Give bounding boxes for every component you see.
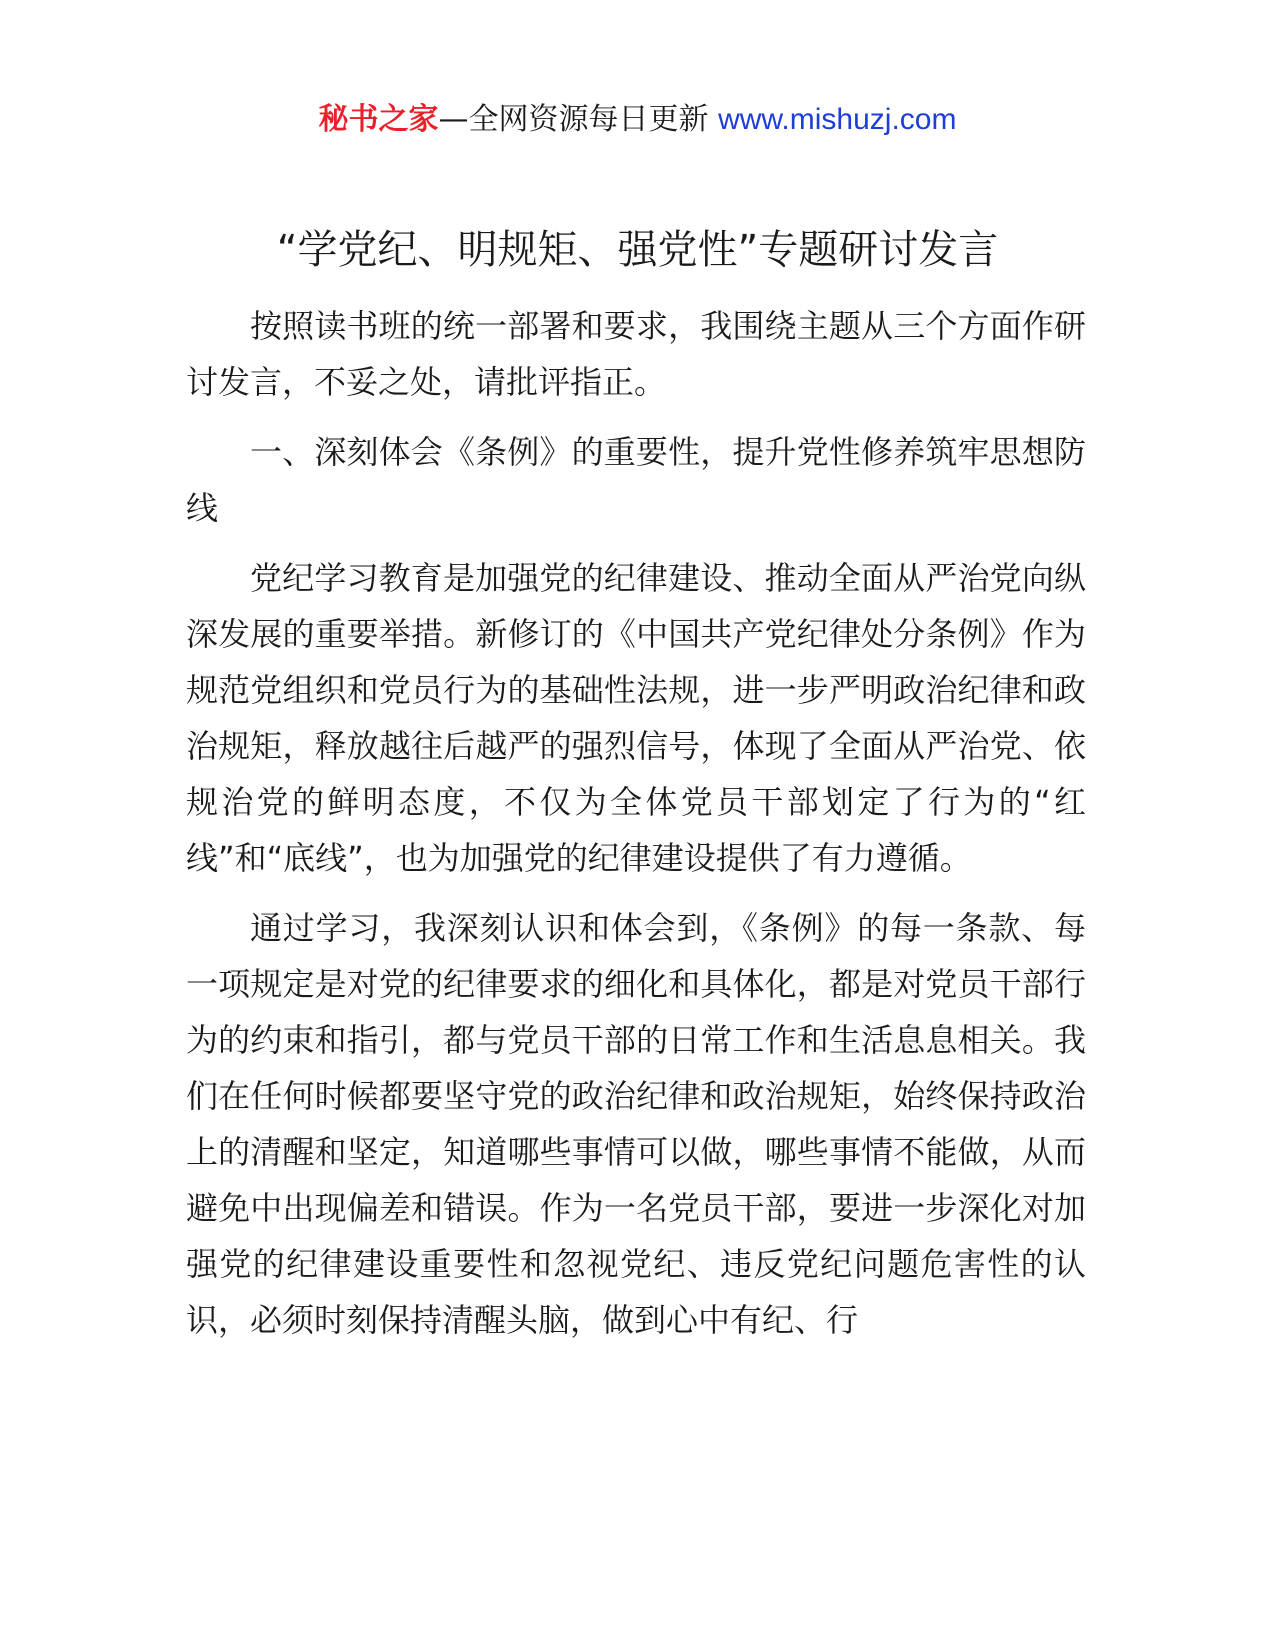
site-header <box>0 98 1275 142</box>
document-body <box>186 298 1086 1362</box>
site-brand: 秘书之家 <box>318 102 439 137</box>
site-url-link[interactable]: www.mishuzj.com <box>718 103 957 136</box>
paragraph-study-reflection: 通过学习，我深刻认识和体会到，《条例》的每一条款、每一项规定是对党的纪律要求的细化和具体化，都是对党员干部行为的约束和指引，都与党员干部的日常工作和生活息息相关。我们在任何时候都要坚守党的政治纪律和政治规矩，始终保持政治上的清醒和坚定，知道哪些事情可以做，哪些事情不能做，从而避免中出现偏差和错误。作为一名党员干部，要进一步深化对加强党的纪律建设重要性和忽视党纪、违反党纪问题危害性的认识，必须时刻保持清醒头脑，做到心中有纪、行 <box>186 909 1086 1339</box>
site-tagline: —全网资源每日更新 <box>438 102 719 137</box>
section-heading-1: 一、深刻体会《条例》的重要性，提升党性修养筑牢思想防线 <box>186 433 1086 527</box>
document-title: “学党纪、明规矩、强党性”专题研讨发言 <box>276 227 999 273</box>
paragraph-intro: 按照读书班的统一部署和要求，我围绕主题从三个方面作研讨发言，不妥之处，请批评指正。 <box>186 307 1086 401</box>
paragraph-discipline-education: 党纪学习教育是加强党的纪律建设、推动全面从严治党向纵深发展的重要举措。新修订的《中国共产党纪律处分条例》作为规范党组织和党员行为的基础性法规，进一步严明政治纪律和政治规矩，释放越往后越严的强烈信号，体现了全面从严治党、依规治党的鲜明态度，不仅为全体党员干部划定了行为的“红线”和“底线”，也为加强党的纪律建设提供了有力遵循。 <box>186 559 1086 877</box>
